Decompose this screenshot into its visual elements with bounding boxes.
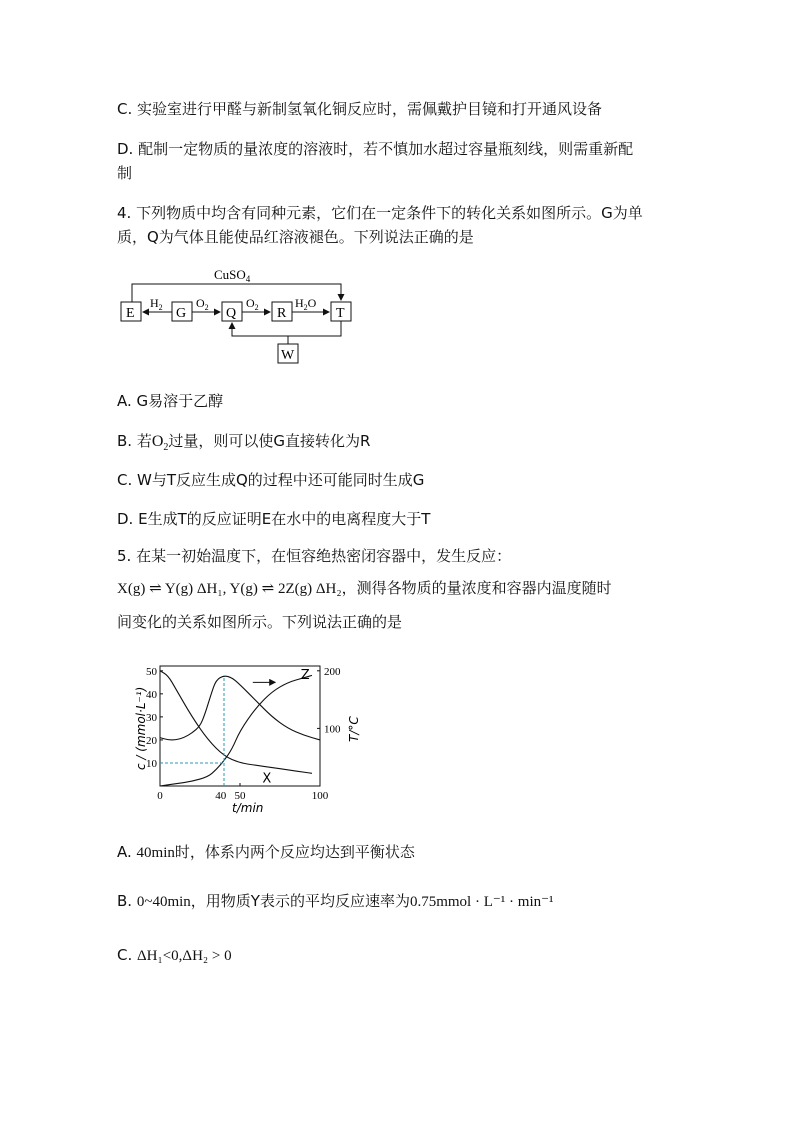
y-right-tick-label: 100	[324, 723, 341, 736]
svg-text:R: R	[277, 306, 287, 321]
y-axis-left-label: c / (mmol·L⁻¹)	[134, 686, 148, 770]
q5-option-a: A. 40min时，体系内两个反应均达到平衡状态	[117, 843, 415, 861]
x-tick-label: 0	[157, 790, 163, 802]
y-left-tick-label: 40	[146, 688, 157, 701]
q4-stem-line2: 质，Q为气体且能使品红溶液褪色。下列说法正确的是	[117, 228, 474, 246]
series-label-x: X	[262, 771, 272, 787]
node-q	[222, 302, 242, 321]
h2o-label: $H_2O$	[295, 296, 317, 312]
y-axis-right-label: T/°C	[347, 716, 361, 742]
y-left-tick-label: 10	[146, 757, 157, 770]
q5-equation: X(g) ⇌ Y(g) ΔH₁, Y(g) ⇌ 2Z(g) ΔH₂	[117, 581, 342, 597]
series-label-z: Z	[300, 667, 310, 683]
q5-concentration-temperature-chart	[136, 658, 366, 818]
svg-text:W: W	[281, 348, 295, 363]
q5-stem-line2: X(g) ⇌ Y(g) ΔH₁, Y(g) ⇌ 2Z(g) ΔH₂，测得各物质的量浓度和容器内温度随时	[117, 579, 612, 597]
series-line-t	[160, 676, 320, 740]
q3-option-c: C. 实验室进行甲醛与新制氢氧化铜反应时，需佩戴护目镜和打开通风设备	[117, 100, 603, 118]
plot-frame	[160, 666, 320, 786]
o2-label-2: $O_2$	[246, 296, 259, 312]
q5-stem-line1: 5. 在某一初始温度下，在恒容绝热密闭容器中，发生反应：	[117, 547, 512, 565]
cuso4-label: CuSO$_4$	[214, 267, 251, 284]
y-left-tick-label: 30	[146, 711, 157, 724]
q4-transformation-diagram	[118, 262, 358, 368]
node-w	[278, 344, 298, 363]
q4-option-c: C. W与T反应生成Q的过程中还可能同时生成G	[117, 471, 425, 489]
q4-option-d: D. E生成T的反应证明E在水中的电离程度大于T	[117, 510, 431, 528]
q3-option-d-line1: D. 配制一定物质的量浓度的溶液时，若不慎加水超过容量瓶刻线，则需重新配	[117, 140, 634, 158]
q5-option-c: C. ΔH₁<0,ΔH₂ > 0	[117, 946, 232, 964]
y-left-tick-label: 50	[146, 665, 157, 678]
series-line-x	[160, 671, 312, 774]
svg-text:T: T	[336, 306, 345, 321]
q4-option-a: A. G易溶于乙醇	[117, 392, 224, 410]
arrow-t-to-q	[232, 321, 341, 336]
q5-option-b: B. 0~40min，用物质Y表示的平均反应速率为0.75mmol · L⁻¹ · min⁻¹	[117, 892, 554, 910]
q3-option-d-line2: 制	[117, 164, 133, 182]
x-tick-label: 40	[215, 790, 227, 802]
svg-text:G: G	[176, 306, 187, 321]
q4-stem-line1: 4. 下列物质中均含有同种元素，它们在一定条件下的转化关系如图所示。G为单	[117, 204, 643, 222]
node-t	[331, 302, 351, 321]
node-r	[272, 302, 292, 321]
o2-label-1: $O_2$	[196, 296, 209, 312]
node-e	[121, 302, 141, 321]
y-right-tick-label: 200	[324, 665, 341, 678]
series-line-z	[160, 675, 312, 786]
svg-text:Q: Q	[226, 306, 237, 321]
q4-option-b: B. 若$O_2$过量，则可以使G直接转化为R	[117, 432, 371, 454]
y-left-tick-label: 20	[146, 734, 157, 747]
node-g	[172, 302, 192, 321]
q5-stem-line3: 间变化的关系如图所示。下列说法正确的是	[117, 613, 403, 631]
x-axis-label: t/min	[232, 801, 264, 815]
x-tick-label: 100	[311, 790, 329, 802]
svg-text:E: E	[126, 306, 135, 321]
x-tick-label: 50	[234, 790, 246, 802]
h2-label: $H_2$	[150, 296, 163, 312]
